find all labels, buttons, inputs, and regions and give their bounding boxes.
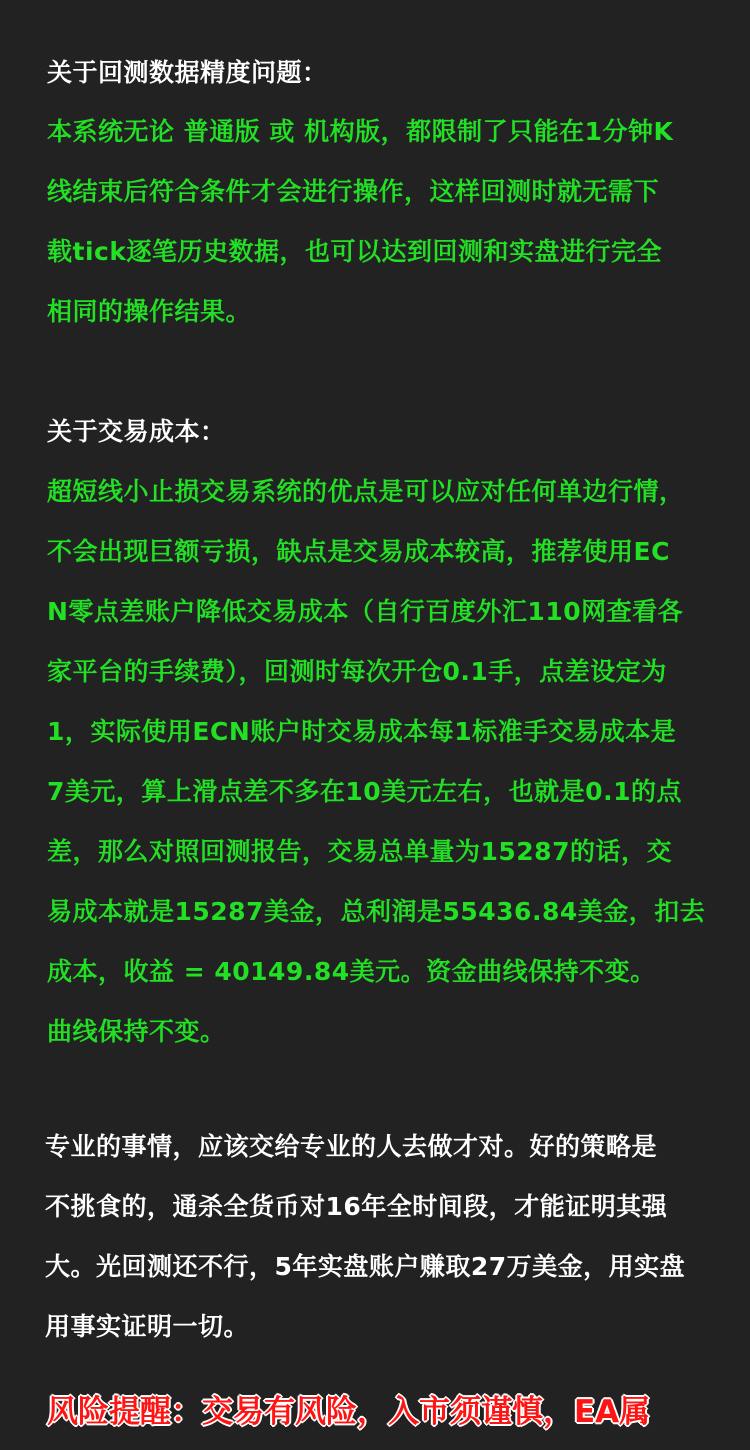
paragraph-line: 家平台的手续费），回测时每次开仓0.1手，点差设定为 (47, 657, 667, 686)
paragraph-line: 差，那么对照回测报告，交易总单量为15287的话，交 (47, 837, 672, 866)
paragraph-line: 超短线小止损交易系统的优点是可以应对任何单边行情， (47, 477, 685, 506)
paragraph-line: 易成本就是15287美金，总利润是55436.84美金，扣去 (47, 897, 706, 926)
section-heading-trading-cost: 关于交易成本： (47, 417, 226, 446)
paragraph-line: 线结束后符合条件才会进行操作，这样回测时就无需下 (47, 177, 660, 206)
paragraph-line: 相同的操作结果。 (47, 297, 252, 326)
section-heading-backtest-precision: 关于回测数据精度问题： (47, 58, 328, 87)
paragraph-line: 本系统无论 普通版 或 机构版，都限制了只能在1分钟K (47, 117, 674, 146)
paragraph-line: 用事实证明一切。 (45, 1312, 250, 1341)
paragraph-line: 不挑食的，通杀全货币对16年全时间段，才能证明其强 (45, 1192, 668, 1221)
paragraph-line: 成本，收益 = 40149.84美元。资金曲线保持不变。 (47, 957, 656, 986)
risk-warning: 风险提醒：交易有风险，入市须谨慎，EA属 (47, 1394, 651, 1430)
paragraph-line: 专业的事情，应该交给专业的人去做才对。好的策略是 (45, 1132, 658, 1161)
paragraph-line: 1，实际使用ECN账户时交易成本每1标准手交易成本是 (47, 717, 677, 746)
paragraph-line: 曲线保持不变。 (47, 1017, 226, 1046)
paragraph-line: 7美元，算上滑点差不多在10美元左右，也就是0.1的点 (47, 777, 682, 806)
paragraph-line: N零点差账户降低交易成本（自行百度外汇110网查看各 (47, 597, 684, 626)
paragraph-line: 不会出现巨额亏损，缺点是交易成本较高，推荐使用EC (47, 537, 670, 566)
paragraph-line: 载tick逐笔历史数据，也可以达到回测和实盘进行完全 (47, 237, 662, 266)
paragraph-line: 大。光回测还不行，5年实盘账户赚取27万美金，用实盘 (45, 1252, 686, 1281)
